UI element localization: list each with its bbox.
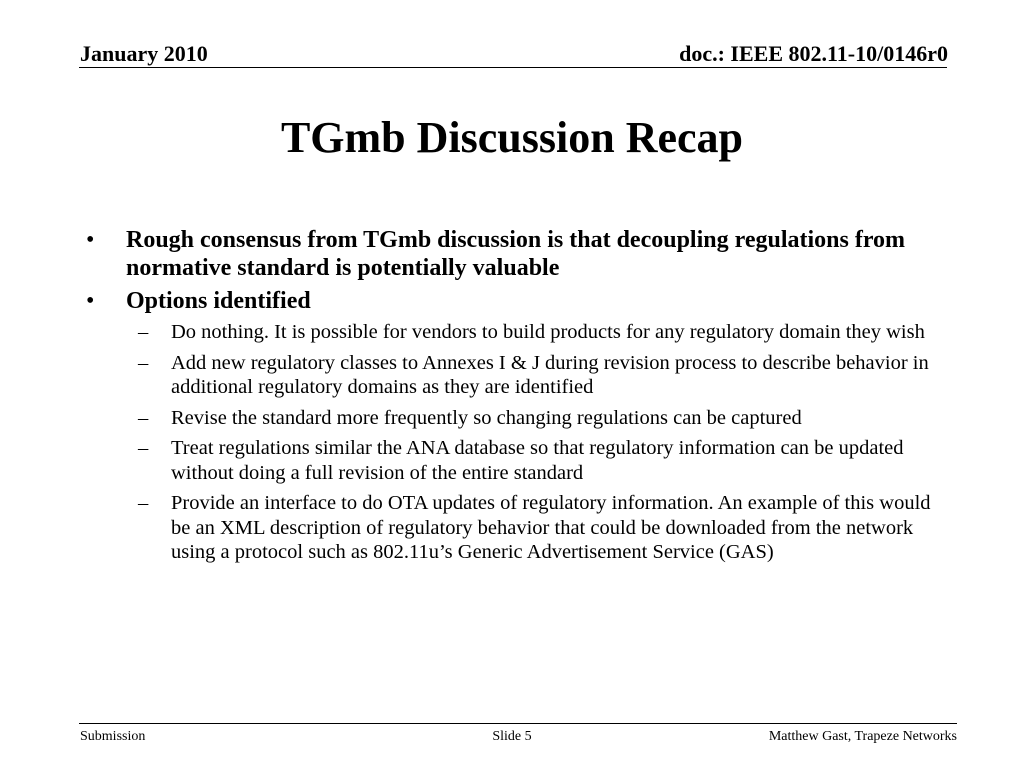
bullet-text: Options identified bbox=[126, 288, 311, 314]
sub-bullet-marker: – bbox=[138, 492, 149, 514]
sub-bullet-text: Do nothing. It is possible for vendors to build products for any regulatory domain they wish bbox=[171, 321, 925, 343]
bullet-item bbox=[86, 226, 946, 282]
sub-bullet-item bbox=[86, 436, 946, 485]
sub-bullet-text: Provide an interface to do OTA updates of regulatory information. An example of this would be an XML description of regulatory behavior that could be downloaded from the network using a protocol such as 802.11u’s Generic Advertisement Service (GAS) bbox=[171, 492, 931, 563]
header-doc-id: doc.: IEEE 802.11-10/0146r0 bbox=[679, 41, 948, 66]
sub-bullet-text: Revise the standard more frequently so changing regulations can be captured bbox=[171, 406, 802, 429]
slide-title: TGmb Discussion Recap bbox=[280, 113, 744, 162]
footer-submission: Submission bbox=[80, 729, 146, 744]
sub-bullet-marker: – bbox=[138, 321, 149, 343]
sub-bullet-item bbox=[86, 351, 946, 400]
slide-body bbox=[86, 226, 946, 571]
bullet-marker: • bbox=[86, 288, 95, 314]
bullet-marker: • bbox=[86, 227, 95, 253]
header-date: January 2010 bbox=[80, 41, 208, 66]
sub-bullet-item bbox=[86, 320, 946, 345]
bullet-item bbox=[86, 287, 946, 315]
sub-bullet-marker: – bbox=[138, 406, 149, 429]
sub-bullet-item bbox=[86, 491, 946, 565]
sub-bullet-text: Treat regulations similar the ANA database so that regulatory information can be updated without doing a full revision of the entire standard bbox=[171, 437, 904, 484]
footer-slide-number: Slide 5 bbox=[492, 729, 532, 744]
sub-bullet-marker: – bbox=[138, 351, 149, 374]
sub-bullet-marker: – bbox=[138, 437, 149, 459]
header-divider bbox=[79, 67, 947, 68]
footer-divider bbox=[79, 723, 957, 724]
bullet-text: Rough consensus from TGmb discussion is that decoupling regulations from normative standard is potentially valuable bbox=[126, 227, 906, 281]
footer-author: Matthew Gast, Trapeze Networks bbox=[768, 729, 957, 744]
sub-bullet-item bbox=[86, 406, 946, 431]
sub-bullet-text: Add new regulatory classes to Annexes I & J during revision process to describe behavior in additional regulatory domains as they are identified bbox=[171, 351, 929, 398]
